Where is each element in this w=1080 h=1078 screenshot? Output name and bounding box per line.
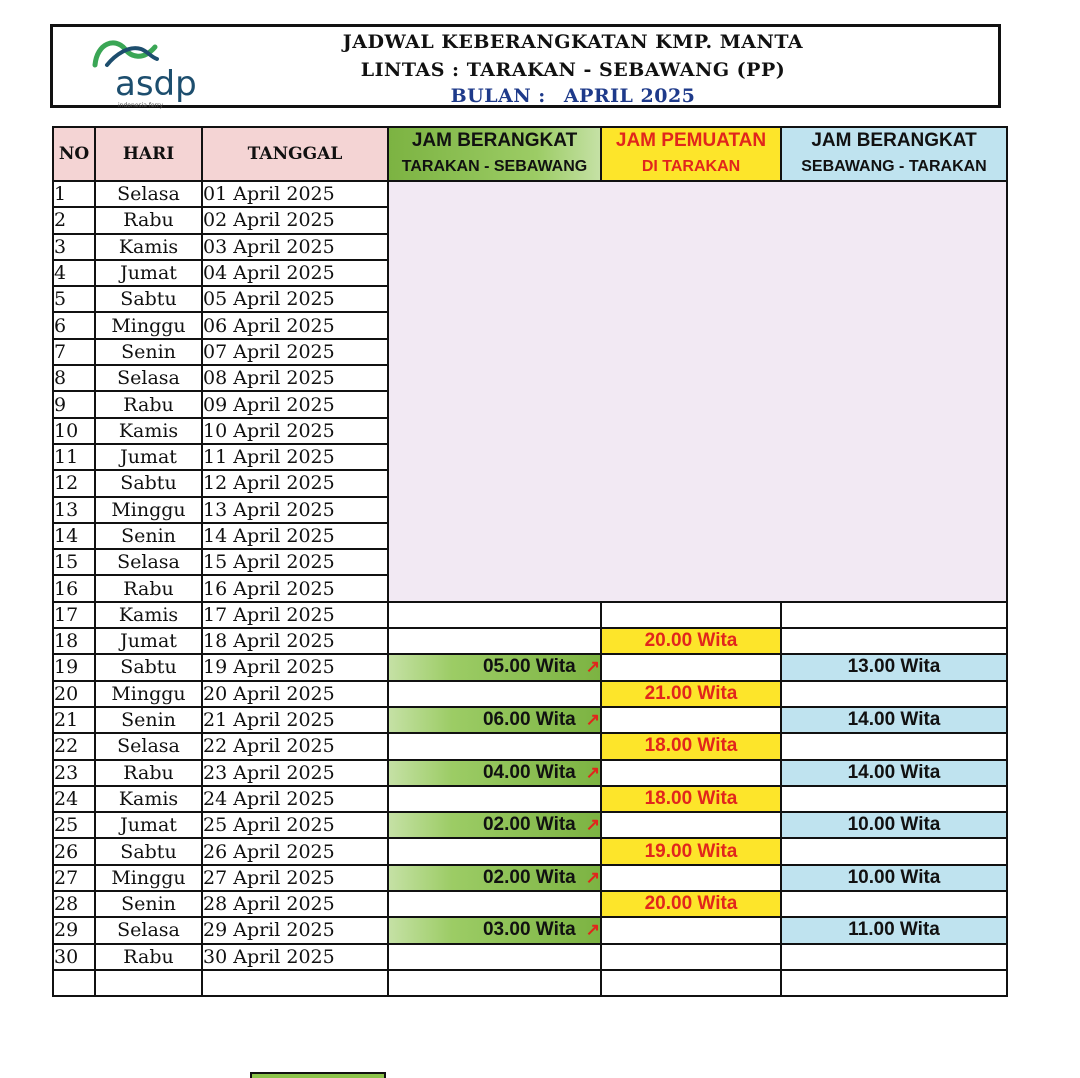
month-value: APRIL 2025	[563, 85, 696, 107]
cell-hari: Sabtu	[95, 470, 202, 496]
cell-depart-sebawang: 14.00 Wita	[781, 707, 1007, 733]
cell-tanggal: 05 April 2025	[202, 286, 388, 312]
cell-no: 23	[53, 760, 95, 786]
cell-tanggal: 03 April 2025	[202, 234, 388, 260]
cell-no: 10	[53, 418, 95, 444]
up-right-arrow-icon: ↗	[585, 657, 600, 677]
cell-no: 9	[53, 391, 95, 417]
depart-tarakan-time: 04.00 Wita	[482, 761, 576, 783]
cell-hari: Selasa	[95, 733, 202, 759]
cell-tanggal: 11 April 2025	[202, 444, 388, 470]
cell-tanggal: 19 April 2025	[202, 654, 388, 680]
cell-depart-sebawang	[781, 602, 1007, 628]
up-right-arrow-icon: ↗	[585, 710, 600, 730]
table-row	[53, 838, 1007, 864]
cell-hari: Jumat	[95, 628, 202, 654]
depart-tarakan-time: 02.00 Wita	[482, 866, 576, 888]
cell-tanggal: 17 April 2025	[202, 602, 388, 628]
col-header-depart-tarakan-line2: TARAKAN - SEBAWANG	[401, 158, 588, 175]
cell-hari: Kamis	[95, 418, 202, 444]
cell-tanggal: 13 April 2025	[202, 497, 388, 523]
cell-hari: Kamis	[95, 234, 202, 260]
cell-depart-tarakan	[388, 917, 601, 943]
cell-no: 8	[53, 365, 95, 391]
cell-depart-tarakan	[388, 707, 601, 733]
cell-hari: Minggu	[95, 681, 202, 707]
cell-no: 11	[53, 444, 95, 470]
up-right-arrow-icon: ↗	[585, 762, 600, 782]
cell-hari: Rabu	[95, 944, 202, 970]
cell-tanggal: 02 April 2025	[202, 207, 388, 233]
cell-tanggal: 29 April 2025	[202, 917, 388, 943]
col-header-tanggal: TANGGAL	[202, 127, 388, 181]
page-title: JADWAL KEBERANGKATAN KMP. MANTA	[342, 31, 804, 53]
cell-hari: Rabu	[95, 391, 202, 417]
cell-tanggal: 08 April 2025	[202, 365, 388, 391]
cell-hari: Sabtu	[95, 838, 202, 864]
cell-depart-tarakan	[388, 654, 601, 680]
logo-wordmark: asdp	[115, 64, 197, 104]
cell-hari: Selasa	[95, 917, 202, 943]
cell-depart-sebawang	[781, 970, 1007, 996]
cell-depart-sebawang: 11.00 Wita	[781, 917, 1007, 943]
cell-hari: Senin	[95, 707, 202, 733]
up-right-arrow-icon: ↗	[585, 920, 600, 940]
cell-depart-sebawang: 10.00 Wita	[781, 865, 1007, 891]
month-line	[253, 85, 893, 107]
cell-tanggal: 22 April 2025	[202, 733, 388, 759]
cell-depart-tarakan	[388, 838, 601, 864]
month-label: BULAN :	[450, 85, 546, 107]
cell-depart-tarakan	[388, 812, 601, 838]
cell-no: 15	[53, 549, 95, 575]
cell-tanggal: 09 April 2025	[202, 391, 388, 417]
col-header-loading-line2: DI TARAKAN	[641, 158, 741, 175]
cell-loading	[601, 707, 781, 733]
cell-tanggal: 14 April 2025	[202, 523, 388, 549]
cell-tanggal: 12 April 2025	[202, 470, 388, 496]
footer-green-bar	[250, 1072, 386, 1078]
cell-loading	[601, 602, 781, 628]
col-header-depart-tarakan-line1: JAM BERANGKAT	[411, 130, 578, 151]
cell-tanggal: 10 April 2025	[202, 418, 388, 444]
col-header-loading	[601, 127, 781, 181]
cell-tanggal: 26 April 2025	[202, 838, 388, 864]
cell-no: 26	[53, 838, 95, 864]
asdp-logo	[85, 35, 225, 109]
cell-tanggal: 18 April 2025	[202, 628, 388, 654]
depart-tarakan-time: 02.00 Wita	[482, 814, 576, 836]
schedule-table	[52, 126, 1008, 997]
cell-no: 25	[53, 812, 95, 838]
cell-tanggal: 07 April 2025	[202, 339, 388, 365]
cell-tanggal: 20 April 2025	[202, 681, 388, 707]
cell-no: 6	[53, 312, 95, 338]
cell-hari: Minggu	[95, 312, 202, 338]
table-header-row	[53, 127, 1007, 181]
cell-loading	[601, 917, 781, 943]
cell-loading	[601, 865, 781, 891]
cell-loading	[601, 970, 781, 996]
col-header-depart-tarakan	[388, 127, 601, 181]
cell-loading	[601, 654, 781, 680]
cell-tanggal: 25 April 2025	[202, 812, 388, 838]
cell-tanggal: 16 April 2025	[202, 575, 388, 601]
table-row	[53, 707, 1007, 733]
cell-depart-sebawang: 14.00 Wita	[781, 760, 1007, 786]
cell-no: 28	[53, 891, 95, 917]
cell-hari: Minggu	[95, 865, 202, 891]
cell-hari: Senin	[95, 891, 202, 917]
cell-hari: Minggu	[95, 497, 202, 523]
table-row	[53, 760, 1007, 786]
cell-hari: Kamis	[95, 786, 202, 812]
table-row	[53, 865, 1007, 891]
cell-no: 1	[53, 181, 95, 207]
cell-no: 22	[53, 733, 95, 759]
table-row	[53, 786, 1007, 812]
cell-loading: 19.00 Wita	[601, 838, 781, 864]
cell-tanggal: 06 April 2025	[202, 312, 388, 338]
cell-loading	[601, 944, 781, 970]
cell-depart-sebawang	[781, 681, 1007, 707]
cell-no: 19	[53, 654, 95, 680]
table-row	[53, 181, 1007, 207]
cell-hari: Jumat	[95, 444, 202, 470]
cell-tanggal: 04 April 2025	[202, 260, 388, 286]
cell-no: 4	[53, 260, 95, 286]
cell-tanggal: 24 April 2025	[202, 786, 388, 812]
cell-loading: 18.00 Wita	[601, 786, 781, 812]
cell-tanggal	[202, 970, 388, 996]
cell-hari: Selasa	[95, 181, 202, 207]
depart-tarakan-time: 03.00 Wita	[482, 919, 576, 941]
col-header-depart-sebawang-line1: JAM BERANGKAT	[811, 130, 977, 151]
col-header-depart-sebawang-line2: SEBAWANG - TARAKAN	[801, 158, 987, 175]
cell-no: 30	[53, 944, 95, 970]
cell-depart-tarakan	[388, 733, 601, 759]
table-row	[53, 891, 1007, 917]
table-row	[53, 681, 1007, 707]
cell-hari: Senin	[95, 339, 202, 365]
cell-depart-tarakan	[388, 681, 601, 707]
table-row	[53, 970, 1007, 996]
route-line	[253, 59, 893, 81]
cell-hari: Selasa	[95, 365, 202, 391]
cell-tanggal: 28 April 2025	[202, 891, 388, 917]
cell-no: 12	[53, 470, 95, 496]
cell-hari: Kamis	[95, 602, 202, 628]
cell-loading: 18.00 Wita	[601, 733, 781, 759]
route-value: TARAKAN - SEBAWANG (PP)	[466, 59, 786, 81]
cell-no: 24	[53, 786, 95, 812]
cell-no: 29	[53, 917, 95, 943]
cell-depart-tarakan	[388, 970, 601, 996]
table-row	[53, 602, 1007, 628]
cell-depart-sebawang	[781, 733, 1007, 759]
cell-tanggal: 01 April 2025	[202, 181, 388, 207]
cell-depart-tarakan	[388, 891, 601, 917]
schedule-header	[50, 24, 1001, 108]
logo-tagline: indonesia ferry	[118, 102, 164, 109]
cell-no: 7	[53, 339, 95, 365]
cell-depart-sebawang: 10.00 Wita	[781, 812, 1007, 838]
cell-hari: Jumat	[95, 812, 202, 838]
table-row	[53, 944, 1007, 970]
cell-depart-sebawang	[781, 786, 1007, 812]
table-row	[53, 812, 1007, 838]
cell-depart-tarakan	[388, 760, 601, 786]
col-header-loading-line1: JAM PEMUATAN	[615, 130, 767, 151]
cell-depart-sebawang: 13.00 Wita	[781, 654, 1007, 680]
cell-loading	[601, 760, 781, 786]
cell-hari: Rabu	[95, 575, 202, 601]
table-row	[53, 917, 1007, 943]
cell-no: 14	[53, 523, 95, 549]
cell-hari: Senin	[95, 523, 202, 549]
cell-depart-tarakan	[388, 602, 601, 628]
cell-loading: 20.00 Wita	[601, 891, 781, 917]
depart-tarakan-time: 05.00 Wita	[482, 656, 576, 678]
cell-loading: 21.00 Wita	[601, 681, 781, 707]
cell-hari: Jumat	[95, 260, 202, 286]
cell-no: 21	[53, 707, 95, 733]
cell-no: 3	[53, 234, 95, 260]
col-header-depart-sebawang	[781, 127, 1007, 181]
cell-depart-tarakan	[388, 628, 601, 654]
cell-depart-sebawang	[781, 891, 1007, 917]
cell-tanggal: 27 April 2025	[202, 865, 388, 891]
cell-hari: Rabu	[95, 760, 202, 786]
cell-no: 2	[53, 207, 95, 233]
table-row	[53, 654, 1007, 680]
cell-hari: Sabtu	[95, 286, 202, 312]
cell-hari	[95, 970, 202, 996]
up-right-arrow-icon: ↗	[585, 867, 600, 887]
depart-tarakan-time: 06.00 Wita	[482, 709, 576, 731]
cell-loading: 20.00 Wita	[601, 628, 781, 654]
cell-tanggal: 15 April 2025	[202, 549, 388, 575]
cell-hari: Rabu	[95, 207, 202, 233]
cell-tanggal: 21 April 2025	[202, 707, 388, 733]
cell-no: 5	[53, 286, 95, 312]
cell-depart-sebawang	[781, 944, 1007, 970]
cell-tanggal: 23 April 2025	[202, 760, 388, 786]
cell-no: 20	[53, 681, 95, 707]
cell-loading	[601, 812, 781, 838]
table-row	[53, 733, 1007, 759]
col-header-hari: HARI	[95, 127, 202, 181]
table-row	[53, 628, 1007, 654]
shaded-empty-block	[388, 181, 1007, 602]
cell-depart-tarakan	[388, 786, 601, 812]
cell-depart-tarakan	[388, 944, 601, 970]
cell-depart-sebawang	[781, 838, 1007, 864]
route-label: LINTAS :	[360, 59, 460, 81]
cell-hari: Sabtu	[95, 654, 202, 680]
cell-tanggal: 30 April 2025	[202, 944, 388, 970]
cell-depart-sebawang	[781, 628, 1007, 654]
cell-no: 27	[53, 865, 95, 891]
cell-no: 18	[53, 628, 95, 654]
cell-no: 17	[53, 602, 95, 628]
cell-no: 16	[53, 575, 95, 601]
col-header-no: NO	[53, 127, 95, 181]
cell-depart-tarakan	[388, 865, 601, 891]
cell-no: 13	[53, 497, 95, 523]
up-right-arrow-icon: ↗	[585, 815, 600, 835]
cell-hari: Selasa	[95, 549, 202, 575]
cell-no	[53, 970, 95, 996]
